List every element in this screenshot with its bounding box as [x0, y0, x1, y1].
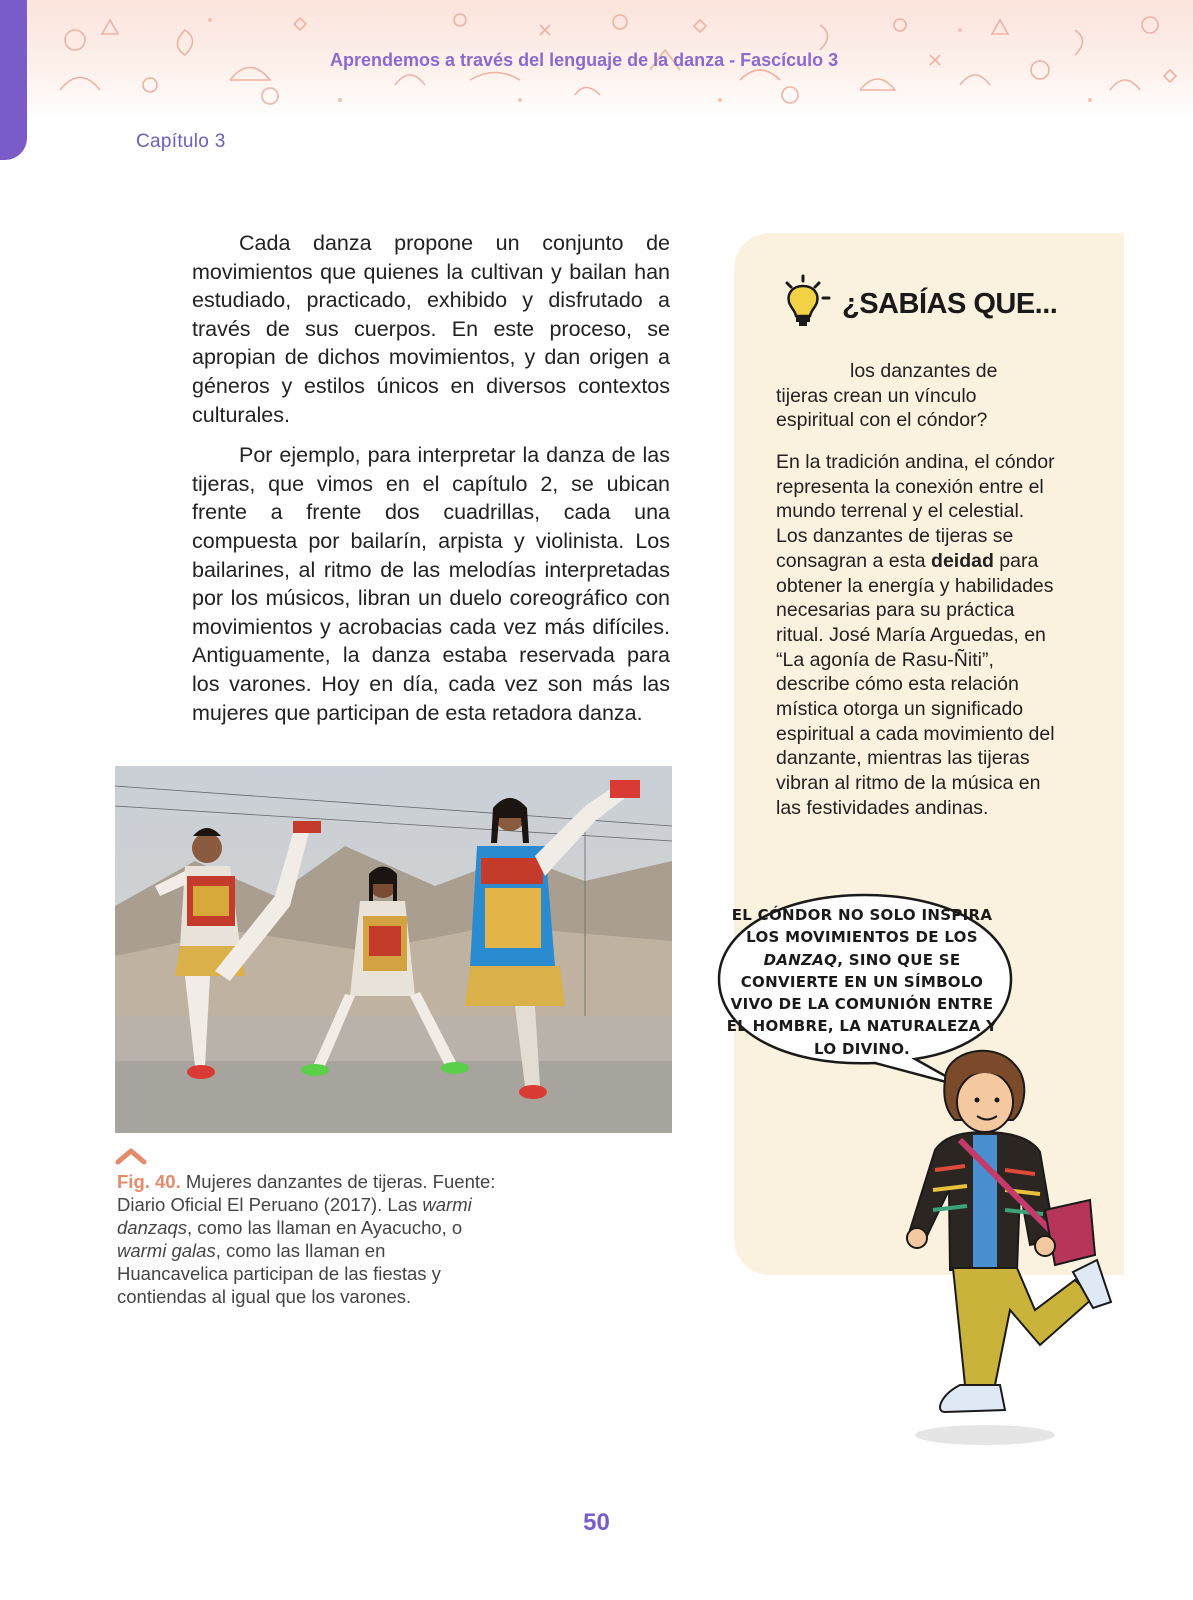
- bold-term: deidad: [931, 549, 994, 572]
- chevron-up-icon: [115, 1147, 147, 1165]
- paragraph: Cada danza propone un conjunto de movimientos que quienes la cultivan y bailan han estudiado, practicado, exhibido y disfrutado a través de sus cuerpos. En este proceso, se apropian de dichos movimientos, y dan origen a géneros y estilos únicos en diversos contextos culturales.: [192, 231, 670, 427]
- page-number: 50: [583, 1509, 610, 1536]
- boy-illustration: [905, 1040, 1135, 1460]
- dancers-photo: [115, 766, 672, 1133]
- figure-caption: Fig. 40. Mujeres danzantes de tijeras. Fuente: Diario Oficial El Peruano (2017). Las warmi danzaqs, como las llaman en Ayacucho, o warmi galas, como las llaman en Huancavelica participan de las fiestas y contiendas al igual que los varones.: [117, 1171, 496, 1307]
- chapter-label: Capítulo 3: [136, 131, 226, 152]
- speech-bubble-text: EL CÓNDOR NO SOLO INSPIRA LOS MOVIMIENTOS DE LOS DANZAQ, SINO QUE SE CONVIERTE EN UN SÍMBOLO VIVO DE LA COMUNIÓN ENTRE EL HOMBRE, LA NATURALEZA Y LO DIVINO.: [726, 906, 998, 1058]
- sidebar-heading: ¿SABÍAS QUE...: [842, 288, 1058, 320]
- page-header-title: Aprendemos a través del lenguaje de la danza - Fascículo 3: [330, 50, 839, 70]
- main-text: [192, 229, 670, 739]
- figure-label: Fig. 40.: [117, 1171, 181, 1192]
- lightbulb-icon: [777, 272, 833, 328]
- chapter-tab: [0, 0, 27, 160]
- paragraph: Por ejemplo, para interpretar la danza de las tijeras, que vimos en el capítulo 2, se ubican frente a frente dos cuadrillas, cada una compuesta por bailarín, arpista y violinista. Los bailarines, al ritmo de las melodías interpretadas por los músicos, libran un duelo coreográfico con movimientos y acrobacias cada vez más difíciles. Antiguamente, la danza estaba reservada para los varones. Hoy en día, cada vez son más las mujeres que participan de esta retadora danza.: [192, 443, 670, 725]
- term: warmi danzaqs: [117, 1194, 472, 1238]
- term: warmi galas: [117, 1240, 216, 1261]
- sidebar-question: los danzantes de tijeras crean un vínculo espiritual con el cóndor?: [776, 360, 998, 431]
- sidebar-paragraph: En la tradición andina, el cóndor representa la conexión entre el mundo terrenal y el celestial. Los danzantes de tijeras se consagran a esta deidad para obtener la energía y habilidades necesarias para su práctica ritual. José María Arguedas, en “La agonía de Rasu-Ñiti”, describe cómo esta relación mística otorga un significado espiritual a cada movimiento del danzante, mientras las tijeras vibran al ritmo de la música en las festividades andinas.: [776, 451, 1055, 819]
